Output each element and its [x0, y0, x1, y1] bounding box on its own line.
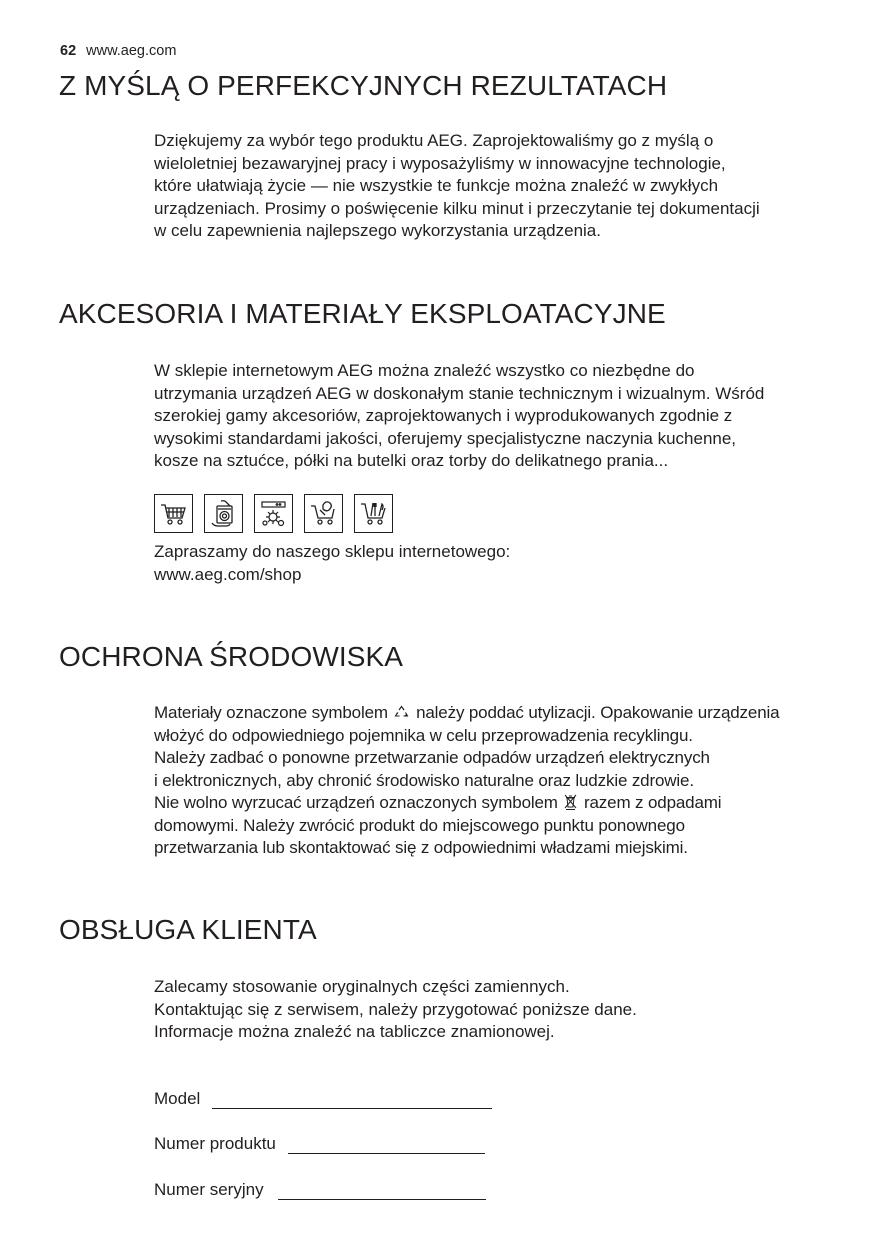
product-number-field — [154, 1134, 485, 1154]
serial-number-blank-line[interactable] — [278, 1181, 486, 1200]
accessories-line: kosze na sztućce, półki na butelki oraz torby do delikatnego prania... — [154, 451, 669, 470]
crossed-bin-icon — [564, 794, 577, 810]
intro-line: w celu zapewnienia najlepszego wykorzystania urządzenia. — [154, 221, 601, 240]
shop-icons-row — [154, 494, 393, 533]
serial-number-label: Numer seryjny — [154, 1180, 264, 1199]
washing-machine-hand-icon — [204, 494, 243, 533]
shop-link[interactable]: www.aeg.com/shop — [154, 564, 302, 584]
accessories-line: szerokiej gamy akcesoriów, zaprojektowanych i wyprodukowanych zgodnie z — [154, 406, 733, 425]
intro-line: Dziękujemy za wybór tego produktu AEG. Zaprojektowaliśmy go z myślą o — [154, 131, 714, 150]
environment-line: domowymi. Należy zwrócić produkt do miejscowego punktu ponownego — [154, 815, 685, 835]
accessories-line: utrzymania urządzeń AEG w doskonałym stanie technicznym i wizualnym. Wśród — [154, 383, 765, 403]
accessories-line: W sklepie internetowym AEG można znaleźć wszystko co niezbędne do — [154, 361, 695, 380]
page-number: 62 — [60, 43, 77, 59]
shop-invite — [154, 541, 844, 586]
environment-line: przetwarzania lub skontaktować się z odpowiednimi władzami miejskimi. — [154, 838, 688, 857]
environment-title: OCHRONA ŚRODOWISKA — [59, 641, 404, 672]
intro-line: urządzeniach. Prosimy o poświęcenie kilku minut i przeczytanie tej dokumentacji — [154, 198, 760, 218]
model-label: Model — [154, 1089, 201, 1108]
environment-text: Nie wolno wyrzucać urządzeń oznaczonych symbolem — [154, 793, 558, 812]
environment-line: Należy zadbać o ponowne przetwarzanie odpadów urządzeń elektrycznych — [154, 748, 710, 767]
environment-paragraph — [154, 702, 844, 860]
environment-text: Materiały oznaczone symbolem — [154, 703, 388, 722]
intro-title: Z MYŚLĄ O PERFEKCYJNYCH REZULTATACH — [59, 70, 668, 101]
cleaning-cart-icon — [304, 494, 343, 533]
model-blank-line[interactable] — [212, 1090, 492, 1109]
gear-cart-icon — [254, 494, 293, 533]
environment-line — [154, 702, 844, 725]
accessories-line: wysokimi standardami jakości, oferujemy specjalistyczne naczynia kuchenne, — [154, 428, 737, 448]
environment-text: razem z odpadami — [583, 793, 722, 812]
service-line: Zalecamy stosowanie oryginalnych części zamiennych. — [154, 977, 570, 996]
shop-invite-text: Zapraszamy do naszego sklepu internetowego: — [154, 542, 511, 561]
product-number-blank-line[interactable] — [288, 1135, 485, 1154]
page-header — [60, 43, 176, 59]
environment-line: włożyć do odpowiedniego pojemnika w celu przeprowadzenia recyklingu. — [154, 725, 693, 745]
service-paragraph — [154, 976, 844, 1044]
environment-line — [154, 792, 844, 815]
model-field — [154, 1089, 492, 1109]
website-url: www.aeg.com — [86, 43, 177, 59]
service-title: OBSŁUGA KLIENTA — [59, 914, 317, 945]
environment-text: należy poddać utylizacji. Opakowanie urządzenia — [416, 703, 780, 722]
intro-line: wieloletniej bezawaryjnej pracy i wyposażyliśmy w innowacyjne technologie, — [154, 153, 726, 173]
intro-paragraph — [154, 130, 844, 243]
accessories-title: AKCESORIA I MATERIAŁY EKSPLOATACYJNE — [59, 298, 666, 329]
serial-number-field — [154, 1180, 486, 1200]
product-number-label: Numer produktu — [154, 1134, 276, 1153]
service-line: Informacje można znaleźć na tabliczce znamionowej. — [154, 1022, 555, 1041]
service-line: Kontaktując się z serwisem, należy przygotować poniższe dane. — [154, 999, 637, 1019]
utensils-cart-icon — [354, 494, 393, 533]
environment-line: i elektronicznych, aby chronić środowisko naturalne oraz ludzkie zdrowie. — [154, 770, 694, 790]
recycle-icon — [394, 705, 409, 720]
shopping-cart-icon — [154, 494, 193, 533]
accessories-paragraph — [154, 360, 844, 473]
intro-line: które ułatwiają życie — nie wszystkie te funkcje można znaleźć w zwykłych — [154, 176, 719, 195]
